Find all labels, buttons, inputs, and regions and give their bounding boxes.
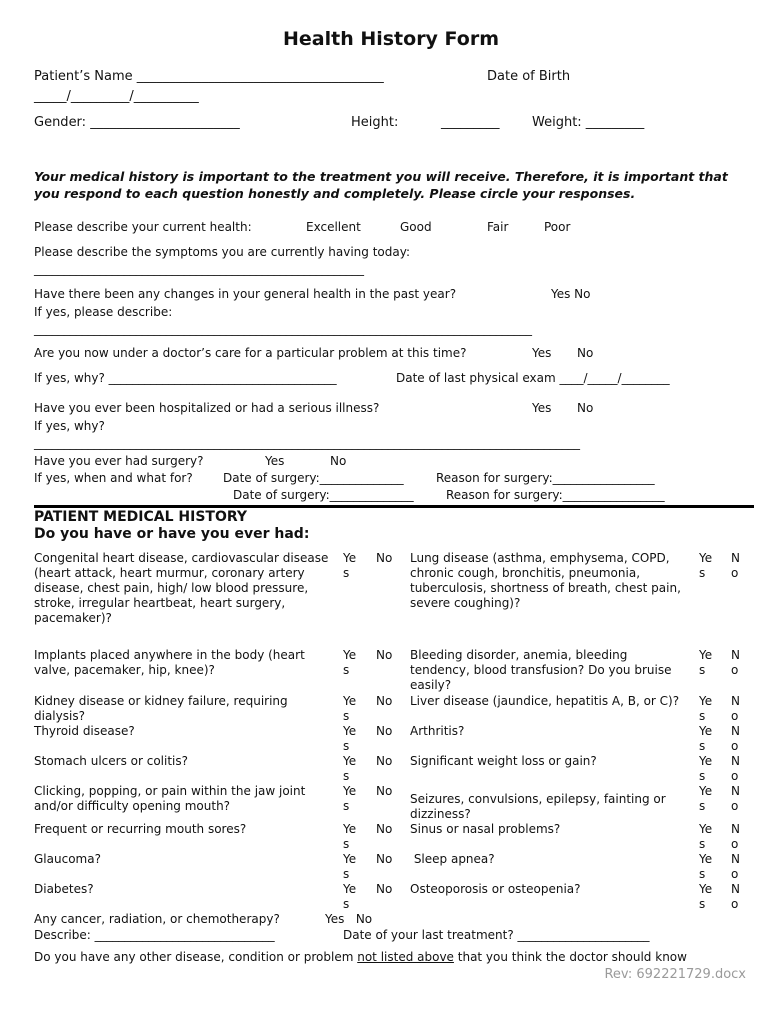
left-yes[interactable]: Ye s [343, 694, 357, 723]
medical-history-heading: PATIENT MEDICAL HISTORY [34, 509, 248, 525]
right-yes[interactable]: Ye s [699, 784, 713, 813]
right-yes[interactable]: Ye s [699, 648, 713, 677]
dob-field[interactable]: _____/_________/__________ [34, 89, 199, 104]
condition-jaw-joint: Clicking, popping, or pain within the jaw joint and/or difficulty opening mouth? [34, 784, 306, 813]
right-yes[interactable]: Ye s [699, 822, 713, 851]
gender-field[interactable]: Gender: _______________________ [34, 115, 240, 130]
condition-bleeding-disorder: Bleeding disorder, anemia, bleeding tendency, blood transfusion? Do you bruise easily? [410, 648, 672, 692]
left-yes[interactable]: Ye s [343, 822, 357, 851]
intro-line-1: Your medical history is important to the treatment you will receive. Therefore, it is important that [34, 169, 728, 184]
health-option-poor[interactable]: Poor [544, 220, 571, 234]
condition-thyroid: Thyroid disease? [34, 724, 135, 738]
last-physical-exam[interactable]: Date of last physical exam ____/_____/________ [396, 371, 670, 385]
left-no[interactable]: No [376, 724, 393, 738]
surgery-date-1[interactable]: Date of surgery:______________ [223, 471, 404, 485]
left-yes[interactable]: Ye s [343, 754, 357, 783]
dob-label: Date of Birth [487, 69, 571, 84]
intro-line-2: you respond to each question honestly and completely. Please circle your responses. [34, 186, 636, 201]
current-health-label: Please describe your current health: [34, 220, 252, 234]
condition-heart-disease: Congenital heart disease, cardiovascular disease (heart attack, heart murmur, coronary artery disease, chest pain, high/ low blood pressure, stroke, irregular heartbeat, heart surgery, pacemaker)? [34, 551, 329, 625]
right-yes[interactable]: Ye s [699, 551, 713, 580]
surgery-reason-2[interactable]: Reason for surgery:_________________ [446, 488, 665, 502]
right-no[interactable]: N o [731, 784, 740, 813]
symptoms-line[interactable]: _______________________________________________________ [34, 262, 364, 276]
health-option-excellent[interactable]: Excellent [306, 220, 361, 234]
cancer-describe[interactable]: Describe: ______________________________ [34, 928, 275, 942]
hospitalized-why: If yes, why? [34, 419, 105, 433]
condition-weight-change: Significant weight loss or gain? [410, 754, 597, 768]
right-yes[interactable]: Ye s [699, 852, 713, 881]
form-title: Health History Form [282, 28, 499, 50]
surgery-when-label: If yes, when and what for? [34, 471, 193, 485]
left-no[interactable]: No [376, 882, 393, 896]
condition-kidney-disease: Kidney disease or kidney failure, requiring dialysis? [34, 694, 288, 723]
health-changes-line[interactable]: ___________________________________________________________________________________ [34, 322, 532, 336]
condition-implants: Implants placed anywhere in the body (heart valve, pacemaker, hip, knee)? [34, 648, 305, 677]
left-yes[interactable]: Ye s [343, 784, 357, 813]
left-no[interactable]: No [376, 551, 393, 565]
condition-lung-disease: Lung disease (asthma, emphysema, COPD, chronic cough, bronchitis, pneumonia, tuberculosis, shortness of breath, chest pain, severe coughing)? [410, 551, 681, 610]
hospitalized-question: Have you ever been hospitalized or had a serious illness? [34, 401, 380, 415]
condition-seizures: Seizures, convulsions, epilepsy, fainting or dizziness? [410, 792, 666, 821]
right-no[interactable]: N o [731, 822, 740, 851]
left-no[interactable]: No [376, 852, 393, 866]
condition-mouth-sores: Frequent or recurring mouth sores? [34, 822, 247, 836]
right-no[interactable]: N o [731, 852, 740, 881]
condition-sleep-apnea: Sleep apnea? [410, 852, 495, 866]
left-yes[interactable]: Ye s [343, 852, 357, 881]
left-yes[interactable]: Ye s [343, 882, 357, 911]
medical-history-subheading: Do you have or have you ever had: [34, 526, 310, 542]
hospitalized-yes[interactable]: Yes [532, 401, 552, 415]
health-option-good[interactable]: Good [400, 220, 432, 234]
weight-field[interactable]: Weight: _________ [532, 115, 645, 130]
symptoms-question: Please describe the symptoms you are currently having today: [34, 245, 411, 259]
doctor-care-why[interactable]: If yes, why? ______________________________________ [34, 371, 337, 385]
health-changes-describe: If yes, please describe: [34, 305, 173, 319]
left-no[interactable]: No [376, 694, 393, 708]
right-no[interactable]: N o [731, 551, 740, 580]
doctor-care-no[interactable]: No [577, 346, 594, 360]
right-no[interactable]: N o [731, 882, 740, 911]
condition-stomach-ulcers: Stomach ulcers or colitis? [34, 754, 189, 768]
condition-osteoporosis: Osteoporosis or osteopenia? [410, 882, 581, 896]
surgery-yes[interactable]: Yes [265, 454, 285, 468]
cancer-yes-no[interactable]: Yes No [325, 912, 373, 926]
right-no[interactable]: N o [731, 724, 740, 753]
right-yes[interactable]: Ye s [699, 882, 713, 911]
surgery-no[interactable]: No [330, 454, 347, 468]
condition-diabetes: Diabetes? [34, 882, 94, 896]
last-treatment-date[interactable]: Date of your last treatment? ______________________ [343, 928, 650, 942]
height-label: Height: [351, 115, 399, 130]
condition-glaucoma: Glaucoma? [34, 852, 101, 866]
left-no[interactable]: No [376, 784, 393, 798]
right-no[interactable]: N o [731, 754, 740, 783]
patient-name-field[interactable]: Patient’s Name ______________________________________ [34, 69, 384, 84]
left-no[interactable]: No [376, 754, 393, 768]
surgery-question: Have you ever had surgery? [34, 454, 204, 468]
right-yes[interactable]: Ye s [699, 724, 713, 753]
health-option-fair[interactable]: Fair [487, 220, 509, 234]
revision-footer: Rev: 692221729.docx [604, 967, 746, 982]
right-no[interactable]: N o [731, 648, 740, 677]
right-yes[interactable]: Ye s [699, 754, 713, 783]
left-no[interactable]: No [376, 822, 393, 836]
surgery-date-2[interactable]: Date of surgery:______________ [233, 488, 414, 502]
section-divider [34, 505, 754, 508]
doctor-care-question: Are you now under a doctor’s care for a particular problem at this time? [34, 346, 467, 360]
surgery-reason-1[interactable]: Reason for surgery:_________________ [436, 471, 655, 485]
hospitalized-line[interactable]: ___________________________________________________________________________________________ [34, 436, 580, 450]
condition-sinus: Sinus or nasal problems? [410, 822, 561, 836]
doctor-care-yes[interactable]: Yes [532, 346, 552, 360]
left-yes[interactable]: Ye s [343, 551, 357, 580]
cancer-question: Any cancer, radiation, or chemotherapy? [34, 912, 280, 926]
right-yes[interactable]: Ye s [699, 694, 713, 723]
height-field[interactable]: _________ [441, 115, 500, 130]
condition-liver-disease: Liver disease (jaundice, hepatitis A, B, or C)? [410, 694, 680, 708]
right-no[interactable]: N o [731, 694, 740, 723]
not-listed-above: not listed above [357, 950, 454, 964]
other-conditions-question: Do you have any other disease, condition or problem not listed above that you think the doctor should know [34, 950, 687, 964]
hospitalized-no[interactable]: No [577, 401, 594, 415]
health-changes-yes-no[interactable]: Yes No [551, 287, 591, 301]
health-changes-question: Have there been any changes in your general health in the past year? [34, 287, 457, 301]
left-yes[interactable]: Ye s [343, 648, 357, 677]
left-yes[interactable]: Ye s [343, 724, 357, 753]
left-no[interactable]: No [376, 648, 393, 662]
condition-arthritis: Arthritis? [410, 724, 465, 738]
